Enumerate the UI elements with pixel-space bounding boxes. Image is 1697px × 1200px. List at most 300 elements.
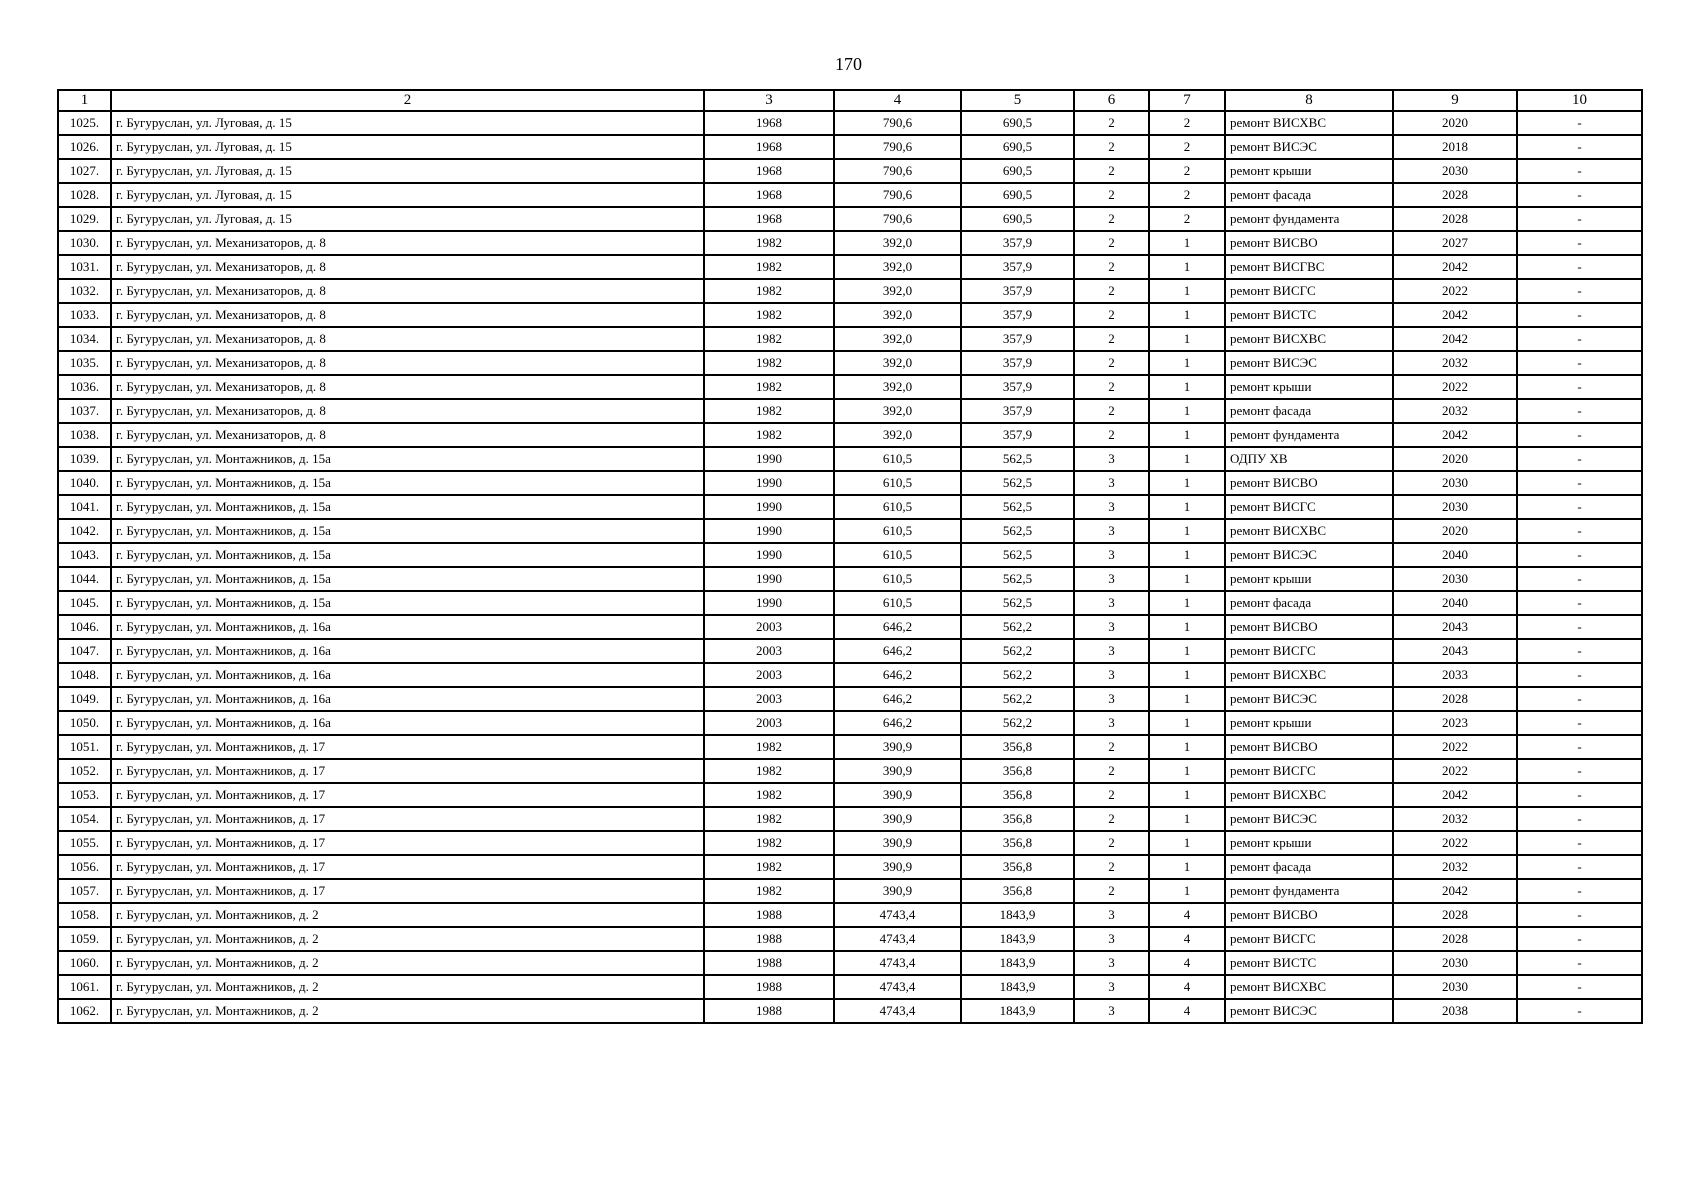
living-area-cell: 357,9	[961, 351, 1074, 375]
living-area-cell: 357,9	[961, 279, 1074, 303]
address-cell: г. Бугуруслан, ул. Механизаторов, д. 8	[111, 255, 704, 279]
planned-year-cell: 2028	[1393, 927, 1517, 951]
floors-cell: 3	[1074, 447, 1149, 471]
table-row	[58, 831, 1642, 855]
year-cell: 1990	[704, 495, 834, 519]
total-area-cell: 4743,4	[834, 975, 961, 999]
row-number-cell: 1037.	[58, 399, 111, 423]
total-area-cell: 390,9	[834, 759, 961, 783]
work-type-cell: ремонт ВИСХВС	[1225, 111, 1393, 135]
row-number-cell: 1062.	[58, 999, 111, 1023]
table-body	[58, 111, 1642, 1023]
entrances-cell: 1	[1149, 783, 1225, 807]
entrances-cell: 2	[1149, 183, 1225, 207]
year-cell: 1982	[704, 855, 834, 879]
total-area-cell: 392,0	[834, 375, 961, 399]
table-row	[58, 615, 1642, 639]
work-type-cell: ремонт фундамента	[1225, 423, 1393, 447]
work-type-cell: ремонт ВИСТС	[1225, 951, 1393, 975]
living-area-cell: 356,8	[961, 783, 1074, 807]
floors-cell: 2	[1074, 327, 1149, 351]
entrances-cell: 1	[1149, 639, 1225, 663]
table-row	[58, 231, 1642, 255]
note-cell: -	[1517, 831, 1642, 855]
living-area-cell: 357,9	[961, 399, 1074, 423]
planned-year-cell: 2032	[1393, 351, 1517, 375]
row-number-cell: 1026.	[58, 135, 111, 159]
work-type-cell: ремонт ВИСВО	[1225, 471, 1393, 495]
row-number-cell: 1032.	[58, 279, 111, 303]
table-row	[58, 591, 1642, 615]
note-cell: -	[1517, 951, 1642, 975]
work-type-cell: ремонт ВИСГС	[1225, 279, 1393, 303]
note-cell: -	[1517, 255, 1642, 279]
floors-cell: 2	[1074, 159, 1149, 183]
entrances-cell: 1	[1149, 351, 1225, 375]
table-row	[58, 927, 1642, 951]
address-cell: г. Бугуруслан, ул. Монтажников, д. 17	[111, 783, 704, 807]
floors-cell: 2	[1074, 783, 1149, 807]
living-area-cell: 356,8	[961, 807, 1074, 831]
year-cell: 1982	[704, 831, 834, 855]
work-type-cell: ремонт фасада	[1225, 591, 1393, 615]
row-number-cell: 1038.	[58, 423, 111, 447]
column-header-8: 8	[1225, 90, 1393, 111]
planned-year-cell: 2042	[1393, 783, 1517, 807]
table-row	[58, 159, 1642, 183]
work-type-cell: ремонт фасада	[1225, 399, 1393, 423]
year-cell: 1990	[704, 591, 834, 615]
floors-cell: 3	[1074, 543, 1149, 567]
note-cell: -	[1517, 303, 1642, 327]
row-number-cell: 1031.	[58, 255, 111, 279]
address-cell: г. Бугуруслан, ул. Монтажников, д. 15а	[111, 543, 704, 567]
work-type-cell: ремонт ВИСГС	[1225, 927, 1393, 951]
floors-cell: 2	[1074, 759, 1149, 783]
address-cell: г. Бугуруслан, ул. Монтажников, д. 17	[111, 879, 704, 903]
work-type-cell: ремонт ВИСВО	[1225, 615, 1393, 639]
address-cell: г. Бугуруслан, ул. Механизаторов, д. 8	[111, 231, 704, 255]
floors-cell: 3	[1074, 903, 1149, 927]
year-cell: 2003	[704, 711, 834, 735]
planned-year-cell: 2030	[1393, 471, 1517, 495]
column-header-3: 3	[704, 90, 834, 111]
floors-cell: 2	[1074, 399, 1149, 423]
work-type-cell: ремонт ВИСЭС	[1225, 543, 1393, 567]
year-cell: 1990	[704, 567, 834, 591]
living-area-cell: 690,5	[961, 183, 1074, 207]
floors-cell: 2	[1074, 183, 1149, 207]
work-type-cell: ремонт ВИСВО	[1225, 735, 1393, 759]
total-area-cell: 610,5	[834, 495, 961, 519]
planned-year-cell: 2030	[1393, 159, 1517, 183]
total-area-cell: 392,0	[834, 399, 961, 423]
living-area-cell: 356,8	[961, 735, 1074, 759]
column-header-6: 6	[1074, 90, 1149, 111]
planned-year-cell: 2043	[1393, 639, 1517, 663]
planned-year-cell: 2032	[1393, 807, 1517, 831]
note-cell: -	[1517, 447, 1642, 471]
work-type-cell: ремонт ВИСВО	[1225, 903, 1393, 927]
entrances-cell: 2	[1149, 207, 1225, 231]
table-row	[58, 687, 1642, 711]
work-type-cell: ремонт крыши	[1225, 711, 1393, 735]
row-number-cell: 1044.	[58, 567, 111, 591]
row-number-cell: 1058.	[58, 903, 111, 927]
floors-cell: 2	[1074, 111, 1149, 135]
work-type-cell: ремонт фасада	[1225, 183, 1393, 207]
work-type-cell: ремонт ВИСЭС	[1225, 135, 1393, 159]
table-row	[58, 735, 1642, 759]
planned-year-cell: 2023	[1393, 711, 1517, 735]
total-area-cell: 610,5	[834, 543, 961, 567]
row-number-cell: 1041.	[58, 495, 111, 519]
living-area-cell: 357,9	[961, 255, 1074, 279]
year-cell: 1990	[704, 471, 834, 495]
total-area-cell: 392,0	[834, 351, 961, 375]
note-cell: -	[1517, 159, 1642, 183]
work-type-cell: ремонт крыши	[1225, 375, 1393, 399]
work-type-cell: ремонт крыши	[1225, 567, 1393, 591]
floors-cell: 3	[1074, 687, 1149, 711]
note-cell: -	[1517, 327, 1642, 351]
column-header-10: 10	[1517, 90, 1642, 111]
note-cell: -	[1517, 783, 1642, 807]
living-area-cell: 1843,9	[961, 999, 1074, 1023]
entrances-cell: 1	[1149, 519, 1225, 543]
row-number-cell: 1027.	[58, 159, 111, 183]
table-row	[58, 423, 1642, 447]
year-cell: 1982	[704, 327, 834, 351]
row-number-cell: 1040.	[58, 471, 111, 495]
total-area-cell: 390,9	[834, 735, 961, 759]
floors-cell: 2	[1074, 855, 1149, 879]
row-number-cell: 1028.	[58, 183, 111, 207]
row-number-cell: 1033.	[58, 303, 111, 327]
entrances-cell: 4	[1149, 951, 1225, 975]
table-row	[58, 903, 1642, 927]
year-cell: 1982	[704, 399, 834, 423]
floors-cell: 3	[1074, 975, 1149, 999]
row-number-cell: 1030.	[58, 231, 111, 255]
total-area-cell: 390,9	[834, 783, 961, 807]
row-number-cell: 1056.	[58, 855, 111, 879]
entrances-cell: 1	[1149, 543, 1225, 567]
entrances-cell: 1	[1149, 327, 1225, 351]
note-cell: -	[1517, 351, 1642, 375]
table-row	[58, 567, 1642, 591]
note-cell: -	[1517, 399, 1642, 423]
table-row	[58, 375, 1642, 399]
note-cell: -	[1517, 423, 1642, 447]
planned-year-cell: 2030	[1393, 975, 1517, 999]
year-cell: 1968	[704, 183, 834, 207]
entrances-cell: 1	[1149, 567, 1225, 591]
note-cell: -	[1517, 543, 1642, 567]
living-area-cell: 356,8	[961, 831, 1074, 855]
floors-cell: 3	[1074, 615, 1149, 639]
entrances-cell: 1	[1149, 807, 1225, 831]
address-cell: г. Бугуруслан, ул. Монтажников, д. 16а	[111, 711, 704, 735]
address-cell: г. Бугуруслан, ул. Монтажников, д. 17	[111, 807, 704, 831]
table-row	[58, 975, 1642, 999]
row-number-cell: 1049.	[58, 687, 111, 711]
total-area-cell: 646,2	[834, 639, 961, 663]
year-cell: 1988	[704, 951, 834, 975]
note-cell: -	[1517, 207, 1642, 231]
address-cell: г. Бугуруслан, ул. Монтажников, д. 16а	[111, 663, 704, 687]
address-cell: г. Бугуруслан, ул. Монтажников, д. 2	[111, 927, 704, 951]
planned-year-cell: 2042	[1393, 255, 1517, 279]
note-cell: -	[1517, 807, 1642, 831]
year-cell: 1982	[704, 759, 834, 783]
living-area-cell: 562,5	[961, 567, 1074, 591]
floors-cell: 3	[1074, 519, 1149, 543]
floors-cell: 3	[1074, 567, 1149, 591]
row-number-cell: 1046.	[58, 615, 111, 639]
address-cell: г. Бугуруслан, ул. Монтажников, д. 15а	[111, 495, 704, 519]
total-area-cell: 646,2	[834, 615, 961, 639]
work-type-cell: ремонт ВИСХВС	[1225, 519, 1393, 543]
floors-cell: 2	[1074, 279, 1149, 303]
entrances-cell: 2	[1149, 111, 1225, 135]
total-area-cell: 392,0	[834, 327, 961, 351]
year-cell: 1982	[704, 807, 834, 831]
planned-year-cell: 2032	[1393, 855, 1517, 879]
living-area-cell: 356,8	[961, 759, 1074, 783]
total-area-cell: 790,6	[834, 183, 961, 207]
entrances-cell: 4	[1149, 903, 1225, 927]
entrances-cell: 1	[1149, 399, 1225, 423]
planned-year-cell: 2020	[1393, 447, 1517, 471]
work-type-cell: ремонт ВИСГС	[1225, 639, 1393, 663]
address-cell: г. Бугуруслан, ул. Монтажников, д. 16а	[111, 615, 704, 639]
row-number-cell: 1036.	[58, 375, 111, 399]
address-cell: г. Бугуруслан, ул. Механизаторов, д. 8	[111, 303, 704, 327]
row-number-cell: 1042.	[58, 519, 111, 543]
note-cell: -	[1517, 975, 1642, 999]
year-cell: 1982	[704, 351, 834, 375]
year-cell: 2003	[704, 687, 834, 711]
living-area-cell: 357,9	[961, 423, 1074, 447]
planned-year-cell: 2040	[1393, 543, 1517, 567]
note-cell: -	[1517, 855, 1642, 879]
row-number-cell: 1052.	[58, 759, 111, 783]
table-row	[58, 951, 1642, 975]
floors-cell: 2	[1074, 831, 1149, 855]
planned-year-cell: 2030	[1393, 495, 1517, 519]
floors-cell: 2	[1074, 423, 1149, 447]
floors-cell: 3	[1074, 591, 1149, 615]
year-cell: 1988	[704, 903, 834, 927]
row-number-cell: 1034.	[58, 327, 111, 351]
entrances-cell: 1	[1149, 759, 1225, 783]
planned-year-cell: 2022	[1393, 279, 1517, 303]
table-row	[58, 855, 1642, 879]
note-cell: -	[1517, 903, 1642, 927]
living-area-cell: 562,5	[961, 471, 1074, 495]
table-row	[58, 207, 1642, 231]
total-area-cell: 392,0	[834, 303, 961, 327]
note-cell: -	[1517, 567, 1642, 591]
planned-year-cell: 2028	[1393, 687, 1517, 711]
table-row	[58, 495, 1642, 519]
living-area-cell: 562,5	[961, 519, 1074, 543]
entrances-cell: 2	[1149, 135, 1225, 159]
note-cell: -	[1517, 591, 1642, 615]
entrances-cell: 1	[1149, 279, 1225, 303]
note-cell: -	[1517, 999, 1642, 1023]
living-area-cell: 1843,9	[961, 951, 1074, 975]
work-type-cell: ремонт ВИСХВС	[1225, 663, 1393, 687]
row-number-cell: 1054.	[58, 807, 111, 831]
planned-year-cell: 2022	[1393, 759, 1517, 783]
living-area-cell: 562,2	[961, 711, 1074, 735]
living-area-cell: 562,2	[961, 639, 1074, 663]
work-type-cell: ремонт ВИСГС	[1225, 759, 1393, 783]
row-number-cell: 1050.	[58, 711, 111, 735]
total-area-cell: 4743,4	[834, 999, 961, 1023]
table-row	[58, 351, 1642, 375]
total-area-cell: 392,0	[834, 279, 961, 303]
page-number: 170	[835, 54, 862, 74]
table-row	[58, 327, 1642, 351]
entrances-cell: 1	[1149, 447, 1225, 471]
year-cell: 1968	[704, 111, 834, 135]
column-header-1: 1	[58, 90, 111, 111]
planned-year-cell: 2028	[1393, 183, 1517, 207]
year-cell: 1990	[704, 519, 834, 543]
living-area-cell: 356,8	[961, 855, 1074, 879]
floors-cell: 2	[1074, 207, 1149, 231]
total-area-cell: 392,0	[834, 255, 961, 279]
total-area-cell: 610,5	[834, 591, 961, 615]
note-cell: -	[1517, 927, 1642, 951]
address-cell: г. Бугуруслан, ул. Луговая, д. 15	[111, 207, 704, 231]
table-row	[58, 663, 1642, 687]
total-area-cell: 610,5	[834, 471, 961, 495]
work-type-cell: ремонт ВИСХВС	[1225, 327, 1393, 351]
note-cell: -	[1517, 639, 1642, 663]
row-number-cell: 1025.	[58, 111, 111, 135]
year-cell: 1988	[704, 927, 834, 951]
total-area-cell: 610,5	[834, 519, 961, 543]
floors-cell: 3	[1074, 639, 1149, 663]
floors-cell: 3	[1074, 471, 1149, 495]
floors-cell: 3	[1074, 495, 1149, 519]
entrances-cell: 1	[1149, 231, 1225, 255]
year-cell: 1982	[704, 255, 834, 279]
table-row	[58, 279, 1642, 303]
table-row	[58, 807, 1642, 831]
planned-year-cell: 2018	[1393, 135, 1517, 159]
note-cell: -	[1517, 279, 1642, 303]
entrances-cell: 2	[1149, 159, 1225, 183]
total-area-cell: 4743,4	[834, 927, 961, 951]
planned-year-cell: 2030	[1393, 567, 1517, 591]
address-cell: г. Бугуруслан, ул. Монтажников, д. 15а	[111, 591, 704, 615]
address-cell: г. Бугуруслан, ул. Механизаторов, д. 8	[111, 399, 704, 423]
table-row	[58, 255, 1642, 279]
floors-cell: 2	[1074, 231, 1149, 255]
living-area-cell: 690,5	[961, 135, 1074, 159]
address-cell: г. Бугуруслан, ул. Монтажников, д. 15а	[111, 567, 704, 591]
entrances-cell: 1	[1149, 591, 1225, 615]
table-row	[58, 519, 1642, 543]
living-area-cell: 562,2	[961, 663, 1074, 687]
work-type-cell: ремонт ВИСТС	[1225, 303, 1393, 327]
total-area-cell: 646,2	[834, 663, 961, 687]
floors-cell: 2	[1074, 375, 1149, 399]
planned-year-cell: 2030	[1393, 951, 1517, 975]
entrances-cell: 4	[1149, 927, 1225, 951]
planned-year-cell: 2027	[1393, 231, 1517, 255]
floors-cell: 3	[1074, 663, 1149, 687]
table-row	[58, 399, 1642, 423]
entrances-cell: 1	[1149, 471, 1225, 495]
address-cell: г. Бугуруслан, ул. Монтажников, д. 15а	[111, 519, 704, 543]
address-cell: г. Бугуруслан, ул. Монтажников, д. 2	[111, 951, 704, 975]
planned-year-cell: 2022	[1393, 375, 1517, 399]
work-type-cell: ремонт крыши	[1225, 159, 1393, 183]
address-cell: г. Бугуруслан, ул. Монтажников, д. 15а	[111, 471, 704, 495]
row-number-cell: 1059.	[58, 927, 111, 951]
total-area-cell: 610,5	[834, 567, 961, 591]
column-header-5: 5	[961, 90, 1074, 111]
note-cell: -	[1517, 183, 1642, 207]
table-row	[58, 879, 1642, 903]
planned-year-cell: 2038	[1393, 999, 1517, 1023]
address-cell: г. Бугуруслан, ул. Монтажников, д. 16а	[111, 687, 704, 711]
total-area-cell: 790,6	[834, 135, 961, 159]
work-type-cell: ремонт ВИСГС	[1225, 495, 1393, 519]
year-cell: 1988	[704, 999, 834, 1023]
note-cell: -	[1517, 879, 1642, 903]
row-number-cell: 1047.	[58, 639, 111, 663]
total-area-cell: 4743,4	[834, 903, 961, 927]
address-cell: г. Бугуруслан, ул. Монтажников, д. 2	[111, 903, 704, 927]
entrances-cell: 1	[1149, 855, 1225, 879]
note-cell: -	[1517, 687, 1642, 711]
row-number-cell: 1039.	[58, 447, 111, 471]
column-header-9: 9	[1393, 90, 1517, 111]
living-area-cell: 357,9	[961, 303, 1074, 327]
work-type-cell: ремонт ВИСХВС	[1225, 975, 1393, 999]
entrances-cell: 1	[1149, 735, 1225, 759]
note-cell: -	[1517, 231, 1642, 255]
planned-year-cell: 2042	[1393, 327, 1517, 351]
entrances-cell: 1	[1149, 687, 1225, 711]
living-area-cell: 357,9	[961, 327, 1074, 351]
planned-year-cell: 2022	[1393, 735, 1517, 759]
floors-cell: 3	[1074, 927, 1149, 951]
planned-year-cell: 2042	[1393, 303, 1517, 327]
living-area-cell: 562,2	[961, 687, 1074, 711]
planned-year-cell: 2042	[1393, 423, 1517, 447]
floors-cell: 3	[1074, 711, 1149, 735]
work-type-cell: ремонт ВИСГВС	[1225, 255, 1393, 279]
row-number-cell: 1057.	[58, 879, 111, 903]
work-type-cell: ремонт крыши	[1225, 831, 1393, 855]
total-area-cell: 646,2	[834, 687, 961, 711]
column-header-2: 2	[111, 90, 704, 111]
floors-cell: 3	[1074, 999, 1149, 1023]
row-number-cell: 1035.	[58, 351, 111, 375]
total-area-cell: 392,0	[834, 231, 961, 255]
row-number-cell: 1045.	[58, 591, 111, 615]
address-cell: г. Бугуруслан, ул. Механизаторов, д. 8	[111, 327, 704, 351]
planned-year-cell: 2033	[1393, 663, 1517, 687]
